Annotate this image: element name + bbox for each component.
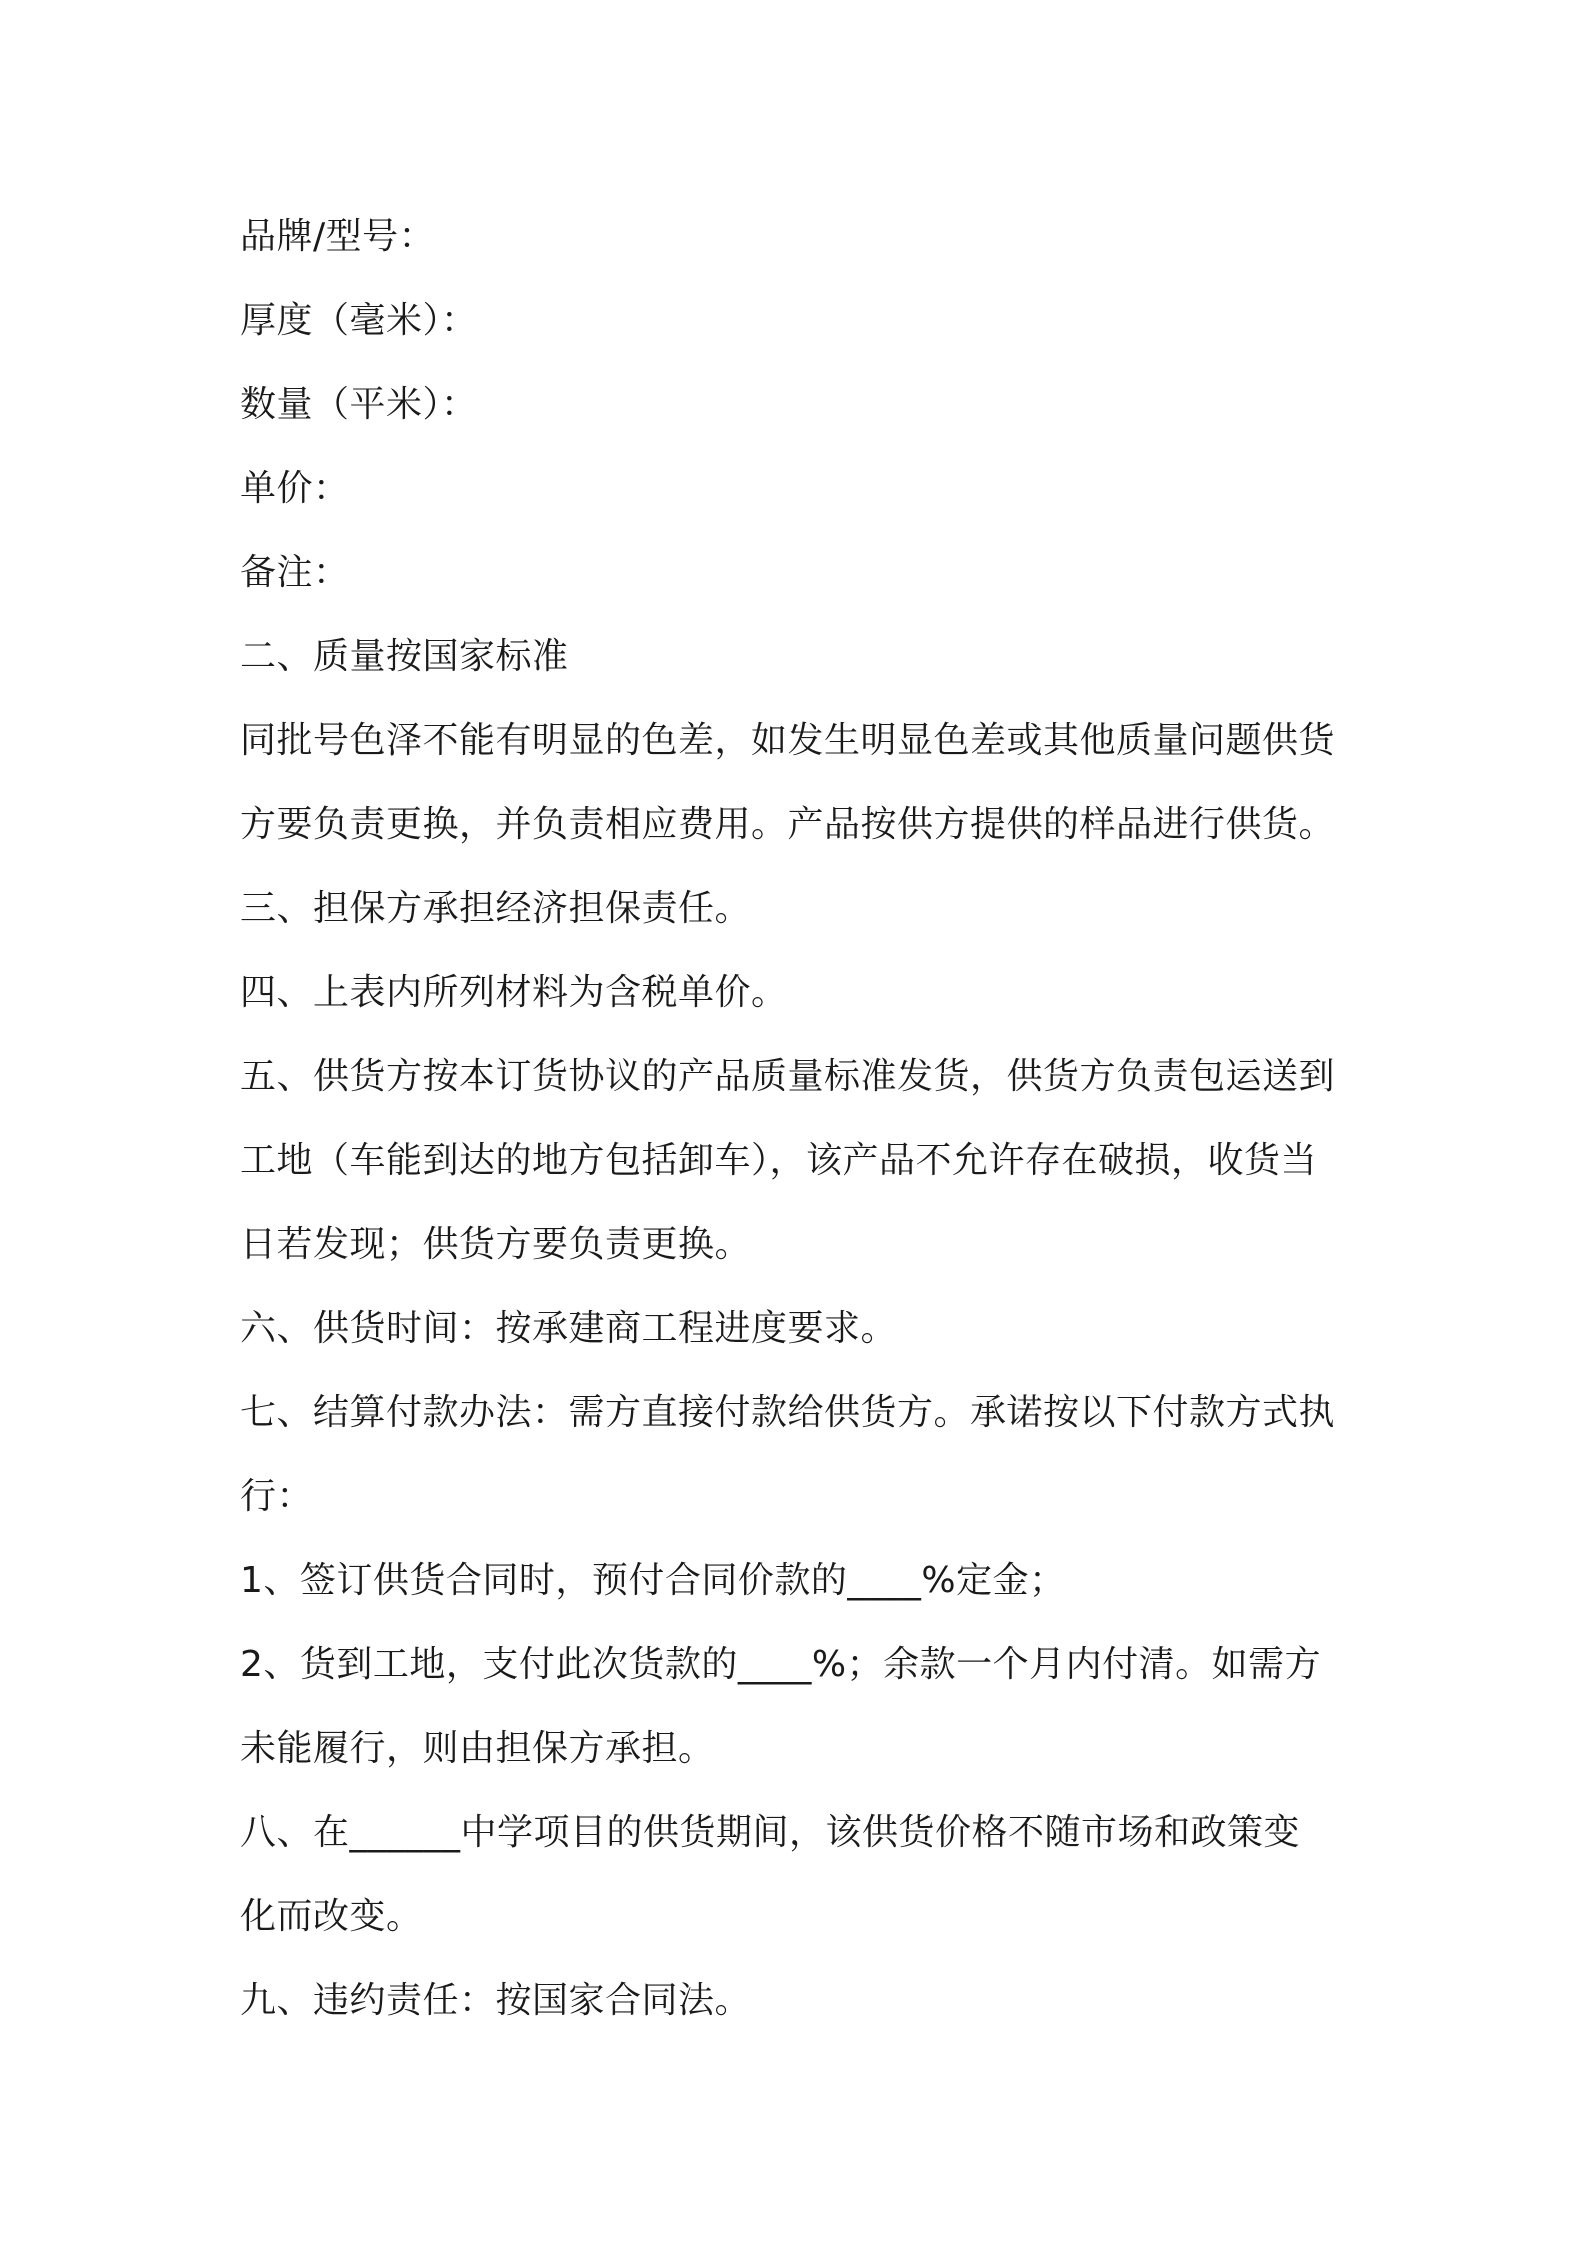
payment-item-2-line-1: 2、货到工地，支付此次货款的____%；余款一个月内付清。如需方 <box>240 1644 1322 1685</box>
field-unit-price: 单价： <box>240 468 350 509</box>
clause-3: 三、担保方承担经济担保责任。 <box>240 888 752 929</box>
clause-6: 六、供货时间：按承建商工程进度要求。 <box>240 1308 898 1349</box>
clause-4: 四、上表内所列材料为含税单价。 <box>240 972 788 1013</box>
clause-7-line-1: 七、结算付款办法：需方直接付款给供货方。承诺按以下付款方式执 <box>240 1392 1336 1433</box>
clause-7-line-2: 行： <box>240 1476 314 1517</box>
field-thickness: 厚度（毫米）： <box>240 300 478 341</box>
clause-2-text-line-1: 同批号色泽不能有明显的色差，如发生明显色差或其他质量问题供货 <box>240 720 1336 761</box>
clause-2-heading: 二、质量按国家标准 <box>240 636 569 677</box>
clause-8-line-2: 化而改变。 <box>240 1896 423 1937</box>
payment-item-1: 1、签订供货合同时，预付合同价款的____%定金； <box>240 1560 1066 1601</box>
field-quantity: 数量（平米）： <box>240 384 478 425</box>
field-brand-model: 品牌/型号： <box>240 216 436 257</box>
clause-5-line-2: 工地（车能到达的地方包括卸车），该产品不允许存在破损，收货当 <box>240 1140 1318 1181</box>
clause-9: 九、违约责任：按国家合同法。 <box>240 1980 752 2021</box>
payment-item-2-line-2: 未能履行，则由担保方承担。 <box>240 1728 715 1769</box>
field-remarks: 备注： <box>240 552 350 593</box>
clause-2-text-line-2: 方要负责更换，并负责相应费用。产品按供方提供的样品进行供货。 <box>240 804 1336 845</box>
clause-5-line-1: 五、供货方按本订货协议的产品质量标准发货，供货方负责包运送到 <box>240 1056 1336 1097</box>
clause-8-line-1: 八、在______中学项目的供货期间，该供货价格不随市场和政策变 <box>240 1812 1301 1853</box>
document-body <box>240 195 1360 2043</box>
clause-5-line-3: 日若发现；供货方要负责更换。 <box>240 1224 752 1265</box>
